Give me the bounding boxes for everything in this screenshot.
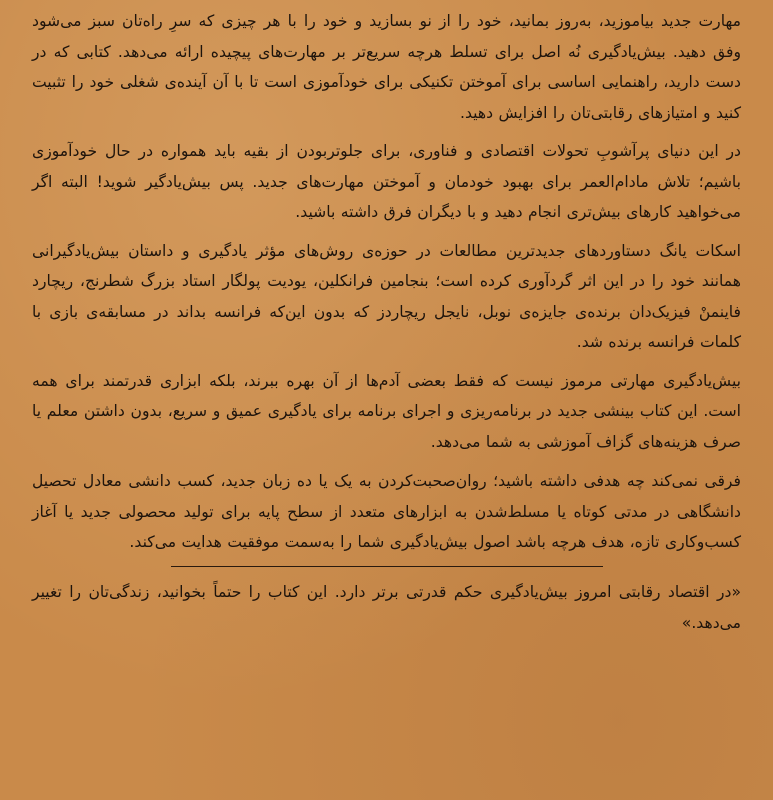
endorsement-quote: «در اقتصاد رقابتی امروز بیش‌یادگیری حکم قدرتی برتر دارد. این کتاب را حتماً بخوانید، زندگی‌تان را تغییر می‌دهد.» [32,583,741,632]
paragraph-goals: فرقی نمی‌کند چه هدفی داشته باشید؛ روان‌صحبت‌کردن به یک یا ده زبان جدید، کسب دانشی معادل تحصیل دانشگاهی در مدتی کوتاه یا مسلط‌شدن به ابزارهای متعدد از سطح پایه برای تولید محصولی جدید یا آغاز کسب‌وکاری تازه، هدف هرچه باشد اصول بیش‌یادگیری شما را به‌سمت موفقیت هدایت می‌کند. [32,472,741,551]
paragraph-self-learning: در این دنیای پرآشوبِ تحولات اقتصادی و فناوری، برای جلوتربودن از بقیه باید همواره در حال خودآموزی باشیم؛ تلاش مادام‌العمر برای بهبود خودمان و آموختن مهارت‌های جدید. پس بیش‌یادگیر شوید! البته اگر می‌خواهید کارهای بیش‌تری انجام دهید و با دیگران فرق داشته باشید. [32,142,741,221]
paragraph-intro: مهارت جدید بیاموزید، به‌روز بمانید، خود را از نو بسازید و خود را با هر چیزی که سرِ راه‌تان سبز می‌شود وفق دهید. بیش‌یادگیری نُه اصل برای تسلط هرچه سریع‌تر بر مهارت‌های پیچیده ارائه می‌دهد. کتابی که در دست دارید، راهنمایی اساسی برای آموختن تکنیکی برای خودآموزی است تا با آن آینده‌ی شغلی خود را تثبیت کنید و امتیازهای رقابتی‌تان را افزایش دهید. [32,12,741,122]
divider-line [171,566,603,568]
paragraph-tool: بیش‌یادگیری مهارتی مرموز نیست که فقط بعضی آدم‌ها از آن بهره ببرند، بلکه ابزاری قدرتمند برای همه است. این کتاب بینشی جدید در برنامه‌ریزی و اجرای برنامه برای یادگیری عمیق و سریع، بدون داشتن معلم یا صرف هزینه‌های گزاف آموزشی به شما می‌دهد. [32,371,741,451]
paragraph-author: اسکات یانگ دستاوردهای جدیدترین مطالعات در حوزه‌ی روش‌های مؤثر یادگیری و داستان بیش‌یادگیرانی همانند خود را در این اثر گردآوری کرده است؛ بنجامین فرانکلین، یودیت پولگار استاد بزرگ شطرنج، ریچارد فاینمنْ فیزیک‌دان برنده‌ی جایزه‌ی نوبل، نایجل ریچاردز که بدون این‌که فرانسه بداند در مسابقه‌ی بازی با کلمات فرانسه برنده شد. [32,241,741,351]
